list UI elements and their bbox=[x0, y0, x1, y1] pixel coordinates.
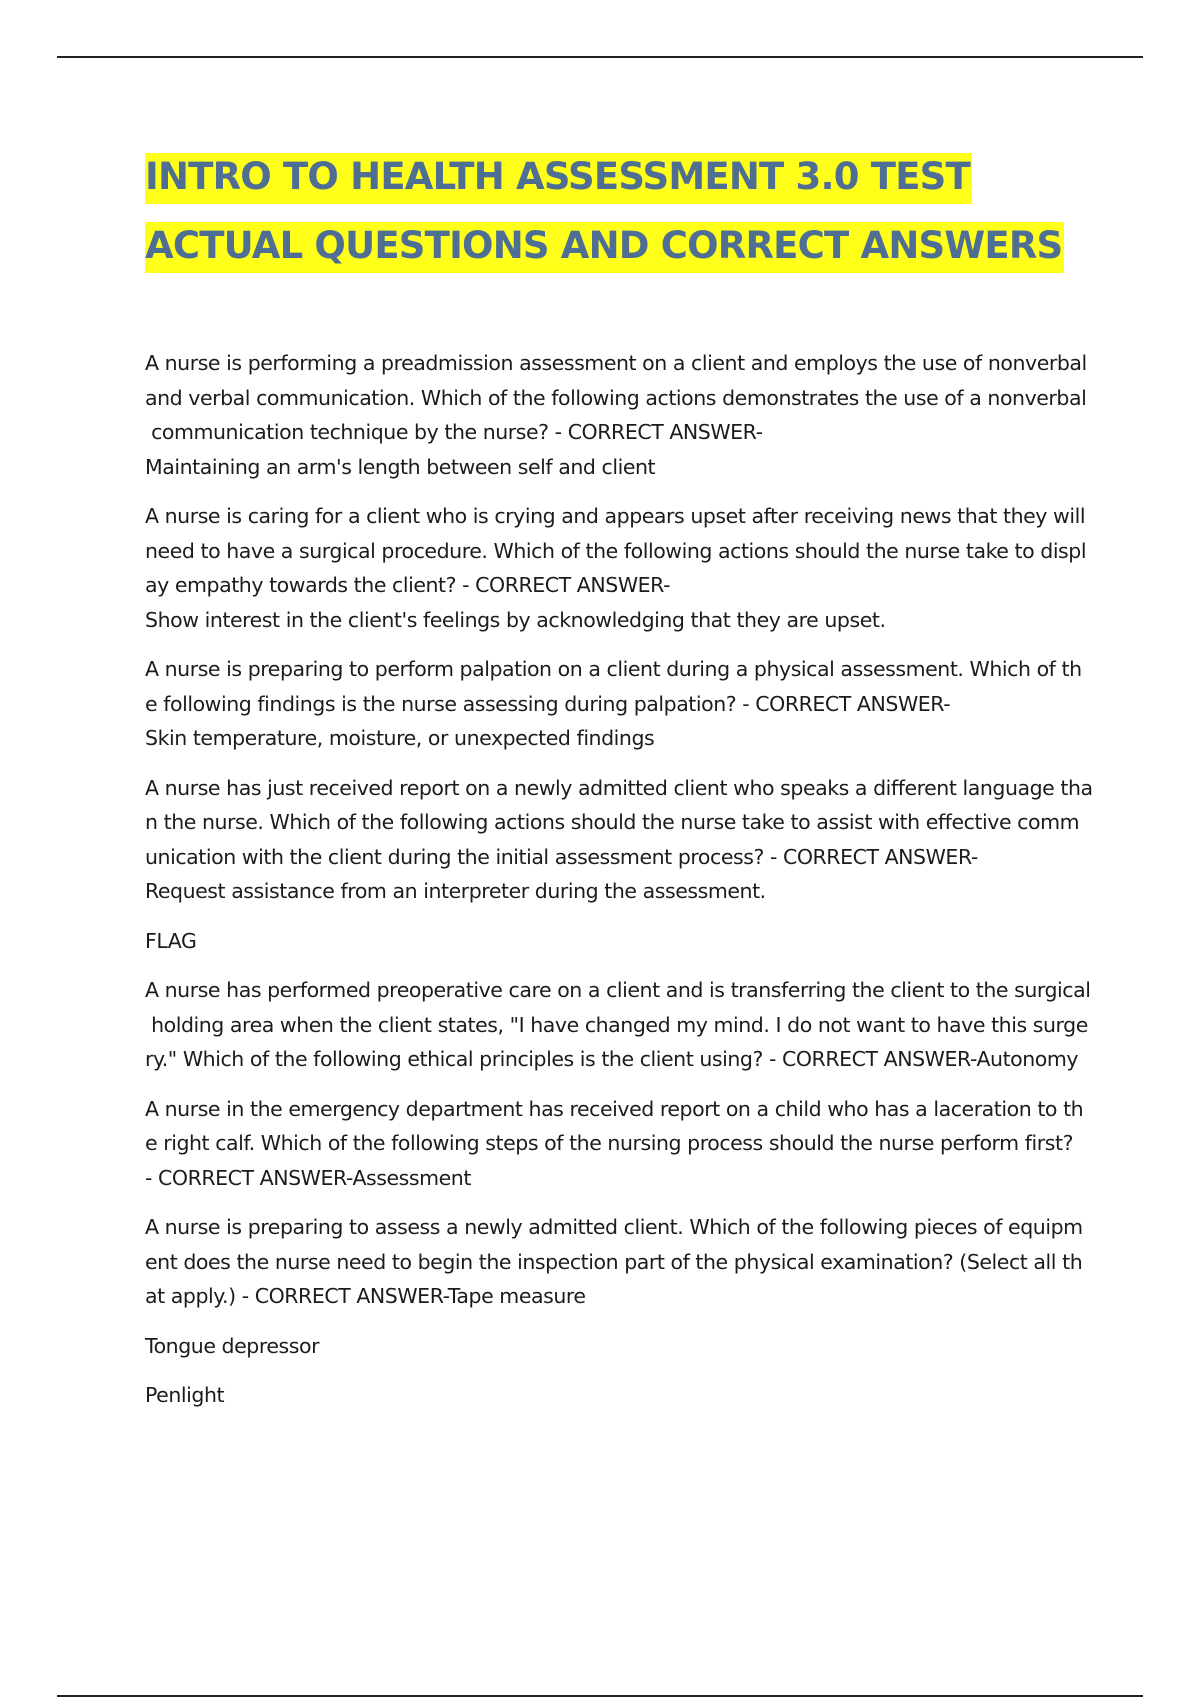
text-line: A nurse has just received report on a newly admitted client who speaks a different language tha bbox=[145, 775, 1093, 800]
qa-block bbox=[145, 346, 1090, 484]
text-line: communication technique by the nurse? - CORRECT ANSWER- bbox=[145, 420, 763, 444]
top-horizontal-rule bbox=[57, 56, 1143, 58]
text-line: Skin temperature, moisture, or unexpected findings bbox=[145, 726, 655, 750]
text-line: e right calf. Which of the following steps of the nursing process should the nurse perform first? bbox=[145, 1131, 1073, 1155]
bottom-horizontal-rule bbox=[57, 1695, 1143, 1697]
qa-block bbox=[145, 771, 1093, 909]
text-line: - CORRECT ANSWER-Assessment bbox=[145, 1165, 471, 1190]
qa-block bbox=[145, 1329, 1090, 1364]
qa-block bbox=[145, 499, 1090, 637]
text-line: Maintaining an arm's length between self and client bbox=[145, 454, 656, 479]
text-line: at apply.) - CORRECT ANSWER-Tape measure bbox=[145, 1284, 586, 1308]
text-line: A nurse in the emergency department has received report on a child who has a laceration to th bbox=[145, 1096, 1084, 1121]
title-line-1: INTRO TO HEALTH ASSESSMENT 3.0 TEST bbox=[145, 153, 972, 204]
text-line: A nurse is preparing to assess a newly admitted client. Which of the following pieces of equipm bbox=[145, 1215, 1083, 1239]
text-line: ay empathy towards the client? - CORRECT ANSWER- bbox=[145, 573, 671, 597]
text-line: Request assistance from an interpreter during the assessment. bbox=[145, 879, 766, 903]
text-line: ry." Which of the following ethical principles is the client using? - CORRECT ANSWER-Autonomy bbox=[145, 1047, 1079, 1071]
text-line: A nurse has performed preoperative care on a client and is transferring the client to the surgical bbox=[145, 978, 1091, 1002]
qa-block bbox=[145, 652, 1090, 756]
text-line: and verbal communication. Which of the following actions demonstrates the use of a nonverbal bbox=[145, 385, 1087, 410]
question-answer-list bbox=[145, 346, 1093, 1428]
text-line: unication with the client during the initial assessment process? - CORRECT ANSWER- bbox=[145, 844, 978, 869]
text-line: A nurse is caring for a client who is crying and appears upset after receiving news that they will bbox=[145, 504, 1086, 528]
text-line: e following findings is the nurse assessing during palpation? - CORRECT ANSWER- bbox=[145, 691, 951, 716]
text-line: A nurse is performing a preadmission assessment on a client and employs the use of nonverbal bbox=[145, 351, 1087, 375]
text-line: ent does the nurse need to begin the inspection part of the physical examination? (Select all th bbox=[145, 1249, 1083, 1274]
text-line: holding area when the client states, "I have changed my mind. I do not want to have this surge bbox=[145, 1012, 1088, 1037]
text-line: FLAG bbox=[145, 928, 197, 953]
qa-block bbox=[145, 1092, 1090, 1196]
qa-block bbox=[145, 1210, 1090, 1314]
qa-block bbox=[145, 924, 1090, 959]
text-line: Penlight bbox=[145, 1383, 225, 1407]
text-line: n the nurse. Which of the following actions should the nurse take to assist with effective comm bbox=[145, 810, 1080, 834]
qa-block bbox=[145, 1378, 1090, 1413]
title-line-2: ACTUAL QUESTIONS AND CORRECT ANSWERS bbox=[145, 222, 1064, 273]
qa-block bbox=[145, 973, 1090, 1077]
text-line: A nurse is preparing to perform palpation on a client during a physical assessment. Which of th bbox=[145, 657, 1082, 681]
text-line: Tongue depressor bbox=[145, 1333, 320, 1358]
text-line: need to have a surgical procedure. Which of the following actions should the nurse take to displ bbox=[145, 538, 1087, 563]
document-title bbox=[145, 142, 1105, 280]
text-line: Show interest in the client's feelings by acknowledging that they are upset. bbox=[145, 607, 886, 632]
